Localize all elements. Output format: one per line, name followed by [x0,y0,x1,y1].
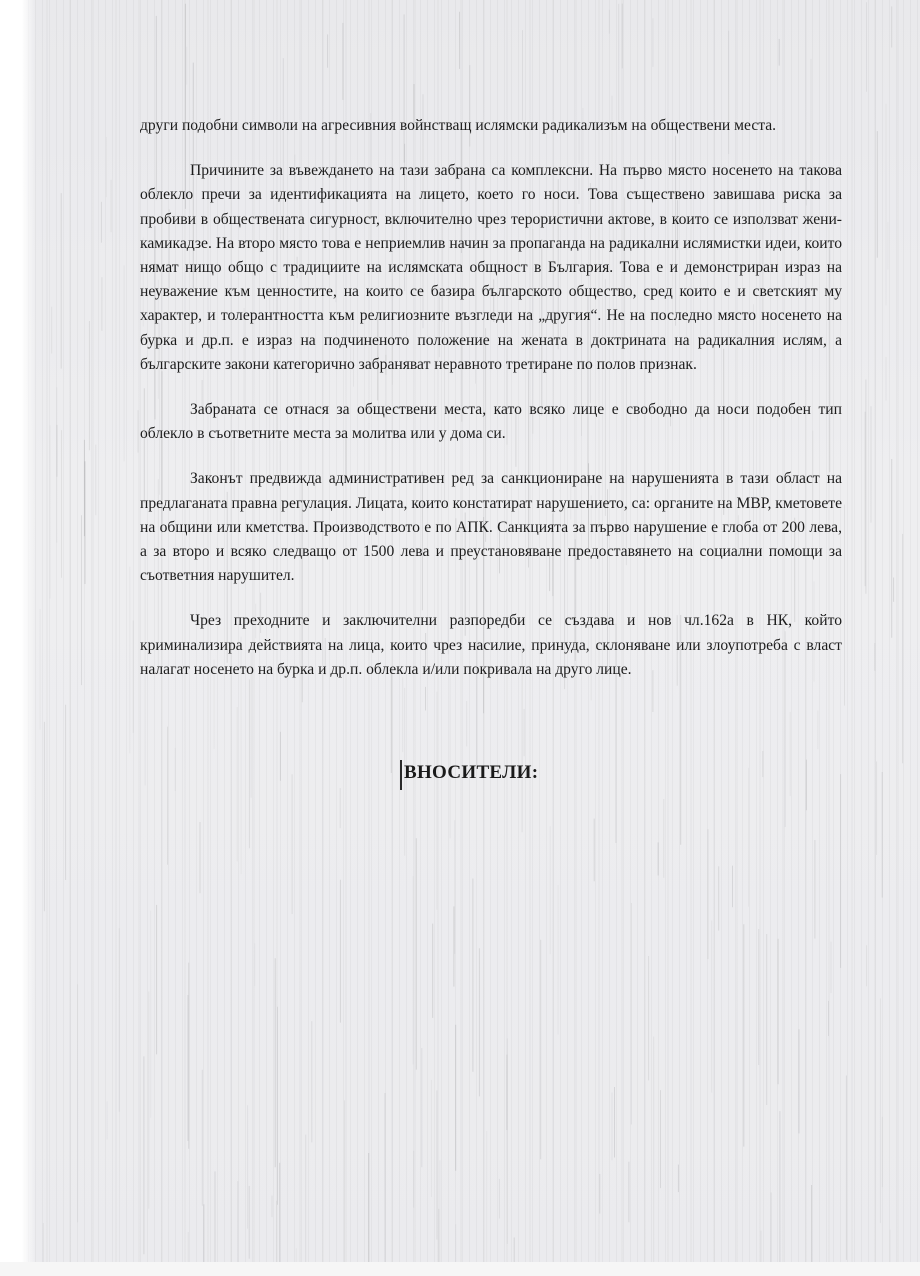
paragraph-penal-code: Чрез преходните и заключителни разпоредби се създава и нов чл.162а в НК, който криминализира действията на лица, които чрез насилие, принуда, склоняване или злоупотреба с власт налагат носенето на бурка и др.п. облекла и/или покривала на друго лице. [140,612,842,678]
paragraph-sanctions: Законът предвижда административен ред за санкциониране на нарушенията в тази област на предлаганата правна регулация. Лицата, които констатират нарушението, са: органите на МВР, кметовете на общини или кметства. Производството е по АПК. Санкцията за първо нарушение е глоба от 200 лева, а за второ и всяко следващо от 1500 лева и преустановяване предоставянето на социални помощи за съответния нарушител. [140,470,842,585]
paragraph-scope: Забраната се отнася за обществени места, като всяко лице е свободно да носи подобен тип облекло в съответните места за молитва или у дома си. [140,401,842,443]
paragraph-reasons: Причините за въвеждането на тази забрана са комплексни. На първо място носенето на такова облекло пречи за идентификацията на лицето, което го носи. Това съществено завишава риска за пробиви в обществената сигурност, включително чрез терористични актове, в които се използват жени-камикадзе. На второ място това е неприемлив начин за пропаганда на радикални ислямистки идеи, които нямат нищо общо с традициите на ислямската общност в България. Това е и демонстриран израз на неуважение към ценностите, на които се базира българското общество, сред които е и светският му характер, и толерантността към религиозните възгледи на „другия“. Не на последно място носенето на бурка и др.п. е израз на подчиненото положение на жената в доктрината на радикалния ислям, а българските закони категорично забраняват неравното третиране по полов признак. [140,162,842,373]
signature-label: ВНОСИТЕЛИ: [404,762,539,783]
paragraph-continuation: други подобни символи на агресивния войнстващ ислямски радикализъм на обществени места. [140,117,777,134]
document-body [140,114,842,682]
page-bottom-margin [0,1262,920,1276]
page-left-margin [0,0,36,1276]
signature-stroke [400,760,402,790]
